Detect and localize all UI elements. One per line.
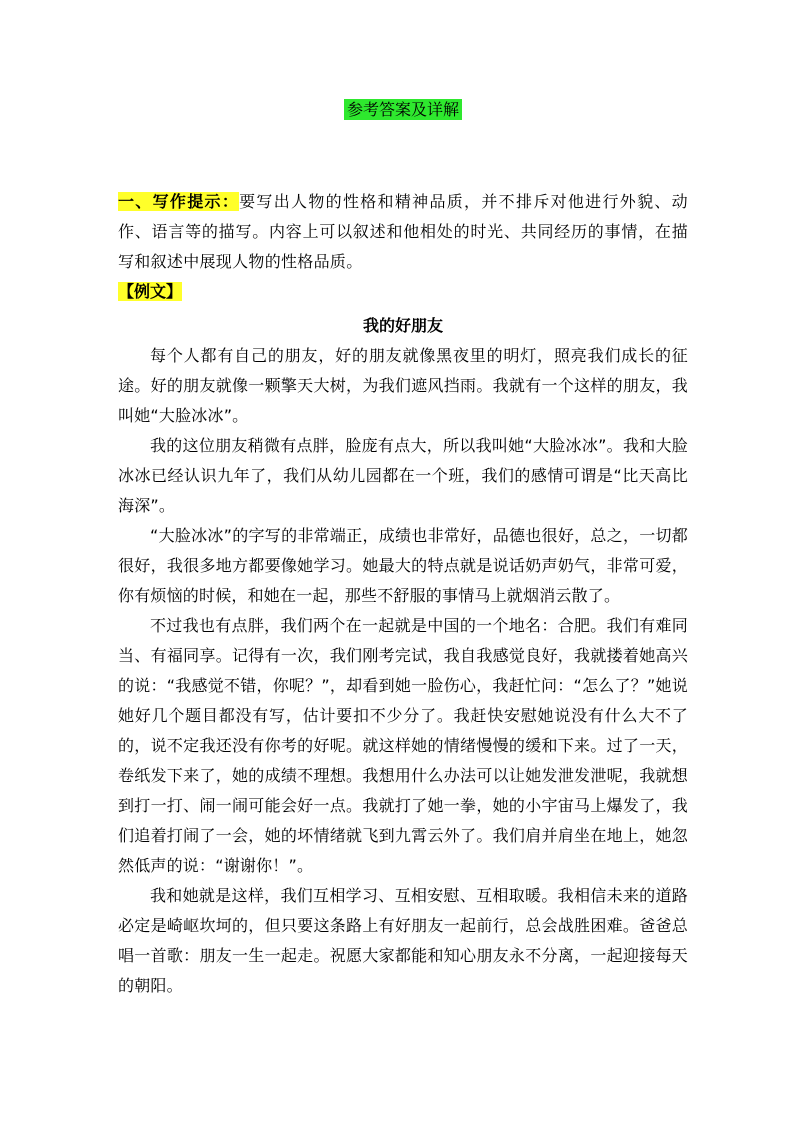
example-label-text: 【例文】 [118,282,183,301]
essay-paragraph-2: 我的这位朋友稍微有点胖，脸庞有点大，所以我叫她“大脸冰冰”。我和大脸冰冰已经认识九年了，我们从幼儿园都在一个班，我们的感情可谓是“比天高比海深”。 [118,436,688,515]
essay-paragraph-1: 每个人都有自己的朋友，好的朋友就像黑夜里的明灯，照亮我们成长的征途。好的朋友就像一颗擎天大树，为我们遮风挡雨。我就有一个这样的朋友，我叫她“大脸冰冰”。 [118,346,688,425]
answer-title [118,95,688,125]
answer-title-text: 参考答案及详解 [344,99,462,120]
essay-title: 我的好朋友 [362,316,443,335]
essay-paragraph-5: 我和她就是这样，我们互相学习、互相安慰、互相取暖。我相信未来的道路必定是崎岖坎坷的，但只要这条路上有好朋友一起前行，总会战胜困难。爸爸总唱一首歌：朋友一生一起走。祝愿大家都能和知心朋友永不分离，一起迎接每天的朝阳。 [118,886,688,995]
writing-hint-text: 要写出人物的性格和精神品质，并不排斥对他进行外貌、动作、语言等的描写。内容上可以叙述和他相处的时光、共同经历的事情，在描写和叙述中展现人物的性格品质。 [118,192,688,271]
essay-paragraph-3: “大脸冰冰”的字写的非常端正，成绩也非常好，品德也很好，总之，一切都很好，我很多地方都要像她学习。她最大的特点就是说话奶声奶气，非常可爱，你有烦恼的时候，和她在一起，那些不舒服的事情马上就烟消云散了。 [118,526,688,605]
example-label [118,277,688,307]
document-page [118,95,688,1001]
writing-hint [118,187,688,277]
essay-paragraph-4: 不过我也有点胖，我们两个在一起就是中国的一个地名：合肥。我们有难同当、有福同享。记得有一次，我们刚考完试，我自我感觉良好，我就搂着她高兴的说：“我感觉不错，你呢？”，却看到她一脸伤心，我赶忙问：“怎么了？”她说她好几个题目都没有写，估计要扣不少分了。我赶快安慰她说没有什么大不了的，说不定我还没有你考的好呢。就这样她的情绪慢慢的缓和下来。过了一天，卷纸发下来了，她的成绩不理想。我想用什么办法可以让她发泄发泄呢，我就想到打一打、闹一闹可能会好一点。我就打了她一拳，她的小宇宙马上爆发了，我们追着打闹了一会，她的坏情绪就飞到九霄云外了。我们肩并肩坐在地上，她忽然低声的说：“谢谢你！”。 [118,616,688,875]
writing-hint-label: 一、写作提示： [118,192,240,211]
